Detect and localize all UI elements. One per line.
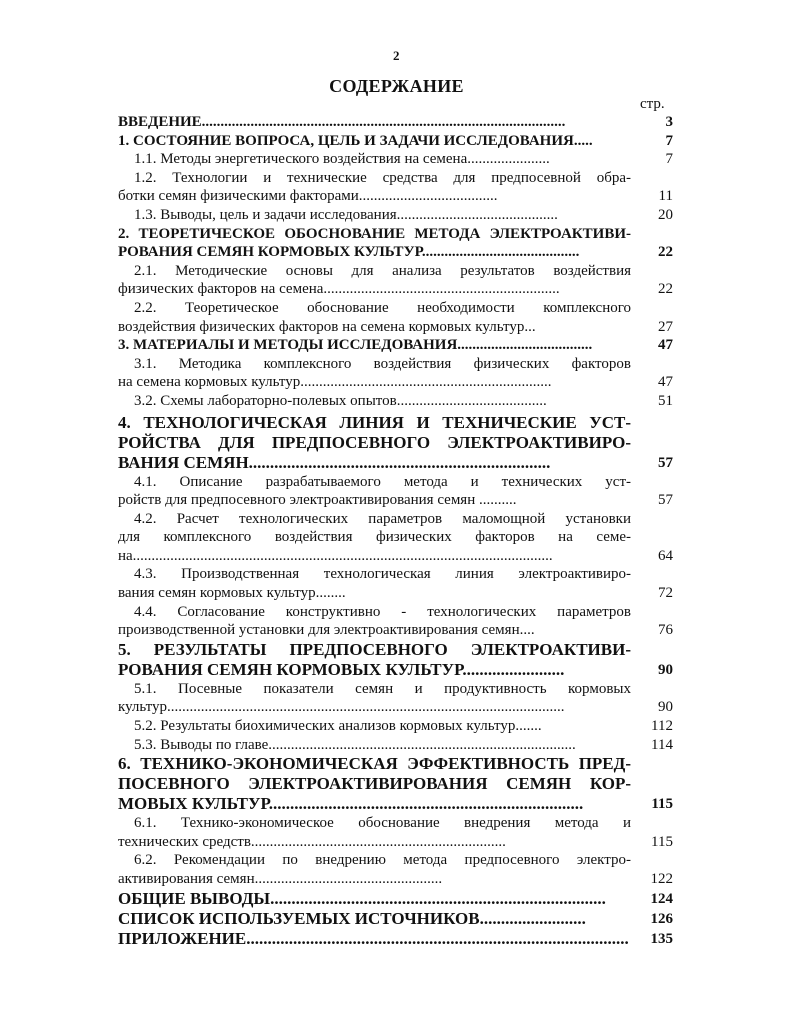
toc-page-number: 47	[658, 374, 673, 391]
toc-entry-section-6-2	[118, 851, 673, 888]
toc-entry-chapter-1	[118, 132, 673, 151]
toc-page-number: 27	[658, 318, 673, 335]
toc-entry-text: ПОСЕВНОГО ЭЛЕКТРОАКТИВИРОВАНИЯ СЕМЯН КОР-	[118, 774, 631, 794]
toc-entry-text: 2.2. Теоретическое обоснование необходимости комплексного	[134, 299, 631, 316]
toc-page-number: 7	[665, 132, 673, 149]
toc-entry-section-2-1	[118, 262, 673, 299]
table-of-contents	[118, 113, 673, 949]
toc-page-number: 51	[658, 392, 673, 409]
toc-entry-text: производственной установки для электроактивирования семян....	[118, 622, 535, 639]
toc-page-number: 57	[658, 492, 673, 509]
toc-entry-introduction	[118, 113, 673, 132]
toc-entry-text: 5.2. Результаты биохимических анализов кормовых культур.......	[134, 718, 542, 735]
toc-entry-text: 4.2. Расчет технологических параметров маломощной установки	[134, 510, 631, 527]
toc-entry-chapter-5	[118, 640, 673, 680]
toc-entry-text: 6.1. Технико-экономическое обоснование внедрения метода и	[134, 815, 631, 832]
toc-page-number: 22	[658, 281, 673, 298]
toc-entry-section-5-3	[118, 736, 673, 755]
page-number: 2	[393, 48, 400, 63]
toc-entry-text: на................................................................................................................	[118, 547, 553, 564]
toc-page-number: 64	[658, 547, 673, 564]
toc-page-number: 124	[650, 890, 673, 907]
toc-entry-section-1-2	[118, 169, 673, 206]
toc-entry-text: для комплексного воздействия физических факторов на семе-	[118, 529, 631, 546]
toc-entry-section-6-1	[118, 814, 673, 851]
toc-entry-text: ПРИЛОЖЕНИЕ..........................................................................................	[118, 928, 629, 948]
toc-entry-text: 2.1. Методические основы для анализа результатов воздействия	[134, 262, 631, 279]
toc-entry-section-3-2	[118, 392, 673, 411]
toc-entry-text: культур..........................................................................................................	[118, 699, 565, 716]
toc-entry-text: ВАНИЯ СЕМЯН.......................................................................	[118, 452, 551, 472]
toc-entry-text: 5. РЕЗУЛЬТАТЫ ПРЕДПОСЕВНОГО ЭЛЕКТРОАКТИВИ-	[118, 639, 631, 659]
toc-entry-text: 3.2. Схемы лабораторно-полевых опытов........................................	[134, 392, 547, 409]
toc-entry-text: СПИСОК ИСПОЛЬЗУЕМЫХ ИСТОЧНИКОВ.........................	[118, 908, 586, 928]
toc-entry-text: 1.2. Технологии и технические средства для предпосевной обра-	[134, 169, 631, 186]
toc-page-number: 115	[651, 796, 673, 813]
toc-entry-section-5-1	[118, 680, 673, 717]
toc-entry-text: 4.4. Согласование конструктивно - технологических параметров	[134, 603, 631, 620]
toc-entry-text: 1.1. Методы энергетического воздействия на семена......................	[134, 151, 550, 168]
toc-entry-text: вания семян кормовых культур........	[118, 585, 346, 602]
toc-page-number: 11	[658, 188, 673, 205]
toc-entry-references	[118, 909, 673, 929]
toc-entry-text: 5.1. Посевные показатели семян и продуктивность кормовых	[134, 680, 631, 697]
toc-entry-text: технических средств....................................................................	[118, 833, 506, 850]
toc-page-number: 57	[658, 454, 673, 471]
toc-entry-chapter-3	[118, 336, 673, 355]
toc-entry-section-3-1	[118, 355, 673, 392]
toc-page-number: 76	[658, 622, 673, 639]
toc-entry-text: на семена кормовых культур...................................................................	[118, 374, 552, 391]
toc-entry-text: 1. СОСТОЯНИЕ ВОПРОСА, ЦЕЛЬ И ЗАДАЧИ ИССЛЕДОВАНИЯ.....	[118, 132, 593, 149]
toc-entry-text: РОВАНИЯ СЕМЯН КОРМОВЫХ КУЛЬТУР..........................................	[118, 244, 580, 261]
toc-entry-text: 2. ТЕОРЕТИЧЕСКОЕ ОБОСНОВАНИЕ МЕТОДА ЭЛЕКТРОАКТИВИ-	[118, 225, 631, 242]
toc-entry-text: 3. МАТЕРИАЛЫ И МЕТОДЫ ИССЛЕДОВАНИЯ....................................	[118, 337, 593, 354]
toc-page-number: 22	[658, 244, 673, 261]
toc-entry-text: 5.3. Выводы по главе..................................................................................	[134, 736, 576, 753]
toc-entry-section-1-1	[118, 150, 673, 169]
toc-entry-chapter-6	[118, 754, 673, 814]
toc-page-number: 114	[651, 736, 673, 753]
toc-entry-text: воздействия физических факторов на семена кормовых культур...	[118, 318, 536, 335]
toc-page-number: 126	[650, 910, 673, 927]
toc-entry-appendix	[118, 929, 673, 949]
toc-entry-chapter-2	[118, 225, 673, 262]
toc-entry-section-4-2	[118, 510, 673, 566]
toc-page-number: 72	[658, 585, 673, 602]
toc-page-number: 115	[651, 833, 673, 850]
toc-entry-text: ВВЕДЕНИЕ.................................................................................................	[118, 114, 566, 130]
page-title: СОДЕРЖАНИЕ	[329, 76, 464, 96]
toc-entry-section-2-2	[118, 299, 673, 336]
toc-entry-section-1-3	[118, 206, 673, 225]
toc-entry-conclusions	[118, 889, 673, 909]
toc-page-number: 20	[658, 206, 673, 223]
page-column-label: стр.	[640, 96, 665, 112]
toc-page-number: 7	[665, 151, 673, 168]
toc-page-number: 3	[665, 114, 673, 130]
toc-page-number: 47	[658, 337, 673, 354]
toc-entry-text: РОЙСТВА ДЛЯ ПРЕДПОСЕВНОГО ЭЛЕКТРОАКТИВИРО-	[118, 432, 631, 452]
toc-entry-text: РОВАНИЯ СЕМЯН КОРМОВЫХ КУЛЬТУР........................	[118, 659, 565, 679]
toc-page-number: 122	[650, 871, 673, 887]
toc-page-number: 135	[650, 930, 673, 947]
toc-entry-text: физических факторов на семена...............................................................	[118, 281, 560, 298]
toc-entry-text: МОВЫХ КУЛЬТУР..........................................................................	[118, 794, 584, 814]
toc-entry-text: ботки семян физическими факторами.....................................	[118, 188, 498, 205]
toc-page-number: 90	[658, 661, 673, 678]
toc-entry-section-5-2	[118, 717, 673, 736]
toc-entry-text: ОБЩИЕ ВЫВОДЫ...............................................................................	[118, 888, 606, 908]
toc-entry-text: 4.3. Производственная технологическая линия электроактивиро-	[134, 566, 631, 583]
toc-entry-chapter-4	[118, 413, 673, 473]
toc-entry-text: ройств для предпосевного электроактивирования семян ..........	[118, 492, 517, 509]
toc-entry-text: активирования семян..................................................	[118, 871, 443, 887]
toc-entry-text: 1.3. Выводы, цель и задачи исследования...........................................	[134, 206, 558, 223]
toc-entry-section-4-3	[118, 565, 673, 602]
toc-entry-section-4-1	[118, 473, 673, 510]
toc-entry-section-4-4	[118, 603, 673, 640]
toc-entry-text: 4. ТЕХНОЛОГИЧЕСКАЯ ЛИНИЯ И ТЕХНИЧЕСКИЕ УСТ-	[118, 412, 631, 432]
toc-page-number: 112	[651, 718, 673, 735]
toc-entry-text: 4.1. Описание разрабатываемого метода и технических уст-	[134, 473, 631, 490]
toc-page-number: 90	[658, 699, 673, 716]
toc-entry-text: 6. ТЕХНИКО-ЭКОНОМИЧЕСКАЯ ЭФФЕКТИВНОСТЬ ПРЕД-	[118, 754, 631, 774]
toc-entry-text: 3.1. Методика комплексного воздействия физических факторов	[134, 355, 631, 372]
toc-entry-text: 6.2. Рекомендации по внедрению метода предпосевного электро-	[134, 852, 631, 869]
